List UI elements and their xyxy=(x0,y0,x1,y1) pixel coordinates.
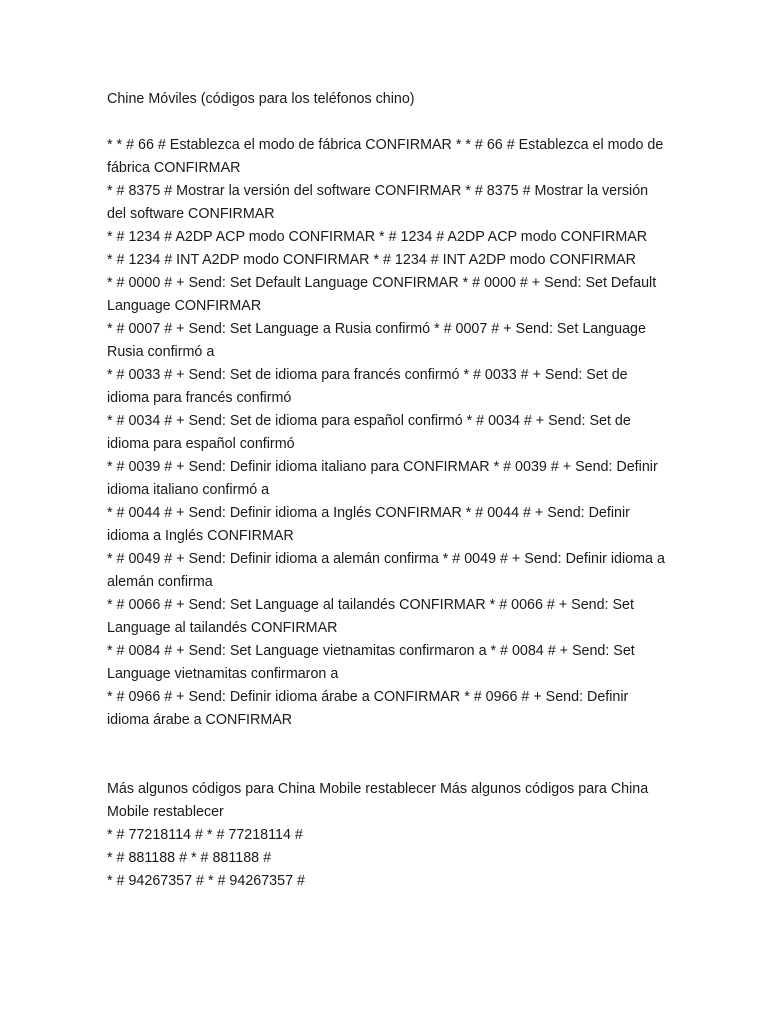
code-line-7: * # 0033 # + Send: Set de idioma para francés confirmó * # 0033 # + Send: Set de idioma para francés confirmó xyxy=(107,367,628,406)
code-line-5: * # 0000 # + Send: Set Default Language CONFIRMAR * # 0000 # + Send: Set Default Language CONFIRMAR xyxy=(107,275,657,314)
section-spacer xyxy=(107,732,667,778)
more-code-line-2: * # 881188 # * # 881188 # xyxy=(107,850,272,866)
code-line-14: * # 0966 # + Send: Definir idioma árabe a CONFIRMAR * # 0966 # + Send: Definir idioma árabe a CONFIRMAR xyxy=(107,689,629,728)
code-line-11: * # 0049 # + Send: Definir idioma a alemán confirma * # 0049 # + Send: Definir idioma a alemán confirma xyxy=(107,551,665,590)
more-code-line-1: * # 77218114 # * # 77218114 # xyxy=(107,827,303,843)
more-code-line-3: * # 94267357 # * # 94267357 # xyxy=(107,873,305,889)
code-line-12: * # 0066 # + Send: Set Language al tailandés CONFIRMAR * # 0066 # + Send: Set Language al tailandés CONFIRMAR xyxy=(107,597,634,636)
more-codes-heading: Más algunos códigos para China Mobile restablecer Más algunos códigos para China Mobile restablecer xyxy=(107,781,649,820)
document-body xyxy=(107,88,667,893)
code-line-2: * # 8375 # Mostrar la versión del software CONFIRMAR * # 8375 # Mostrar la versión del software CONFIRMAR xyxy=(107,183,649,222)
code-line-4: * # 1234 # INT A2DP modo CONFIRMAR * # 1234 # INT A2DP modo CONFIRMAR xyxy=(107,252,636,268)
code-line-6: * # 0007 # + Send: Set Language a Rusia confirmó * # 0007 # + Send: Set Language Rusia confirmó a xyxy=(107,321,646,360)
document-title: Chine Móviles (códigos para los teléfonos chino) xyxy=(107,91,415,107)
code-line-1: * * # 66 # Establezca el modo de fábrica CONFIRMAR * * # 66 # Establezca el modo de fábrica CONFIRMAR xyxy=(107,137,664,176)
code-line-9: * # 0039 # + Send: Definir idioma italiano para CONFIRMAR * # 0039 # + Send: Definir idioma italiano confirmó a xyxy=(107,459,658,498)
code-line-10: * # 0044 # + Send: Definir idioma a Inglés CONFIRMAR * # 0044 # + Send: Definir idioma a Inglés CONFIRMAR xyxy=(107,505,630,544)
code-line-3: * # 1234 # A2DP ACP modo CONFIRMAR * # 1234 # A2DP ACP modo CONFIRMAR xyxy=(107,229,648,245)
code-line-13: * # 0084 # + Send: Set Language vietnamitas confirmaron a * # 0084 # + Send: Set Language vietnamitas confirmaron a xyxy=(107,643,635,682)
code-line-8: * # 0034 # + Send: Set de idioma para español confirmó * # 0034 # + Send: Set de idioma para español confirmó xyxy=(107,413,631,452)
